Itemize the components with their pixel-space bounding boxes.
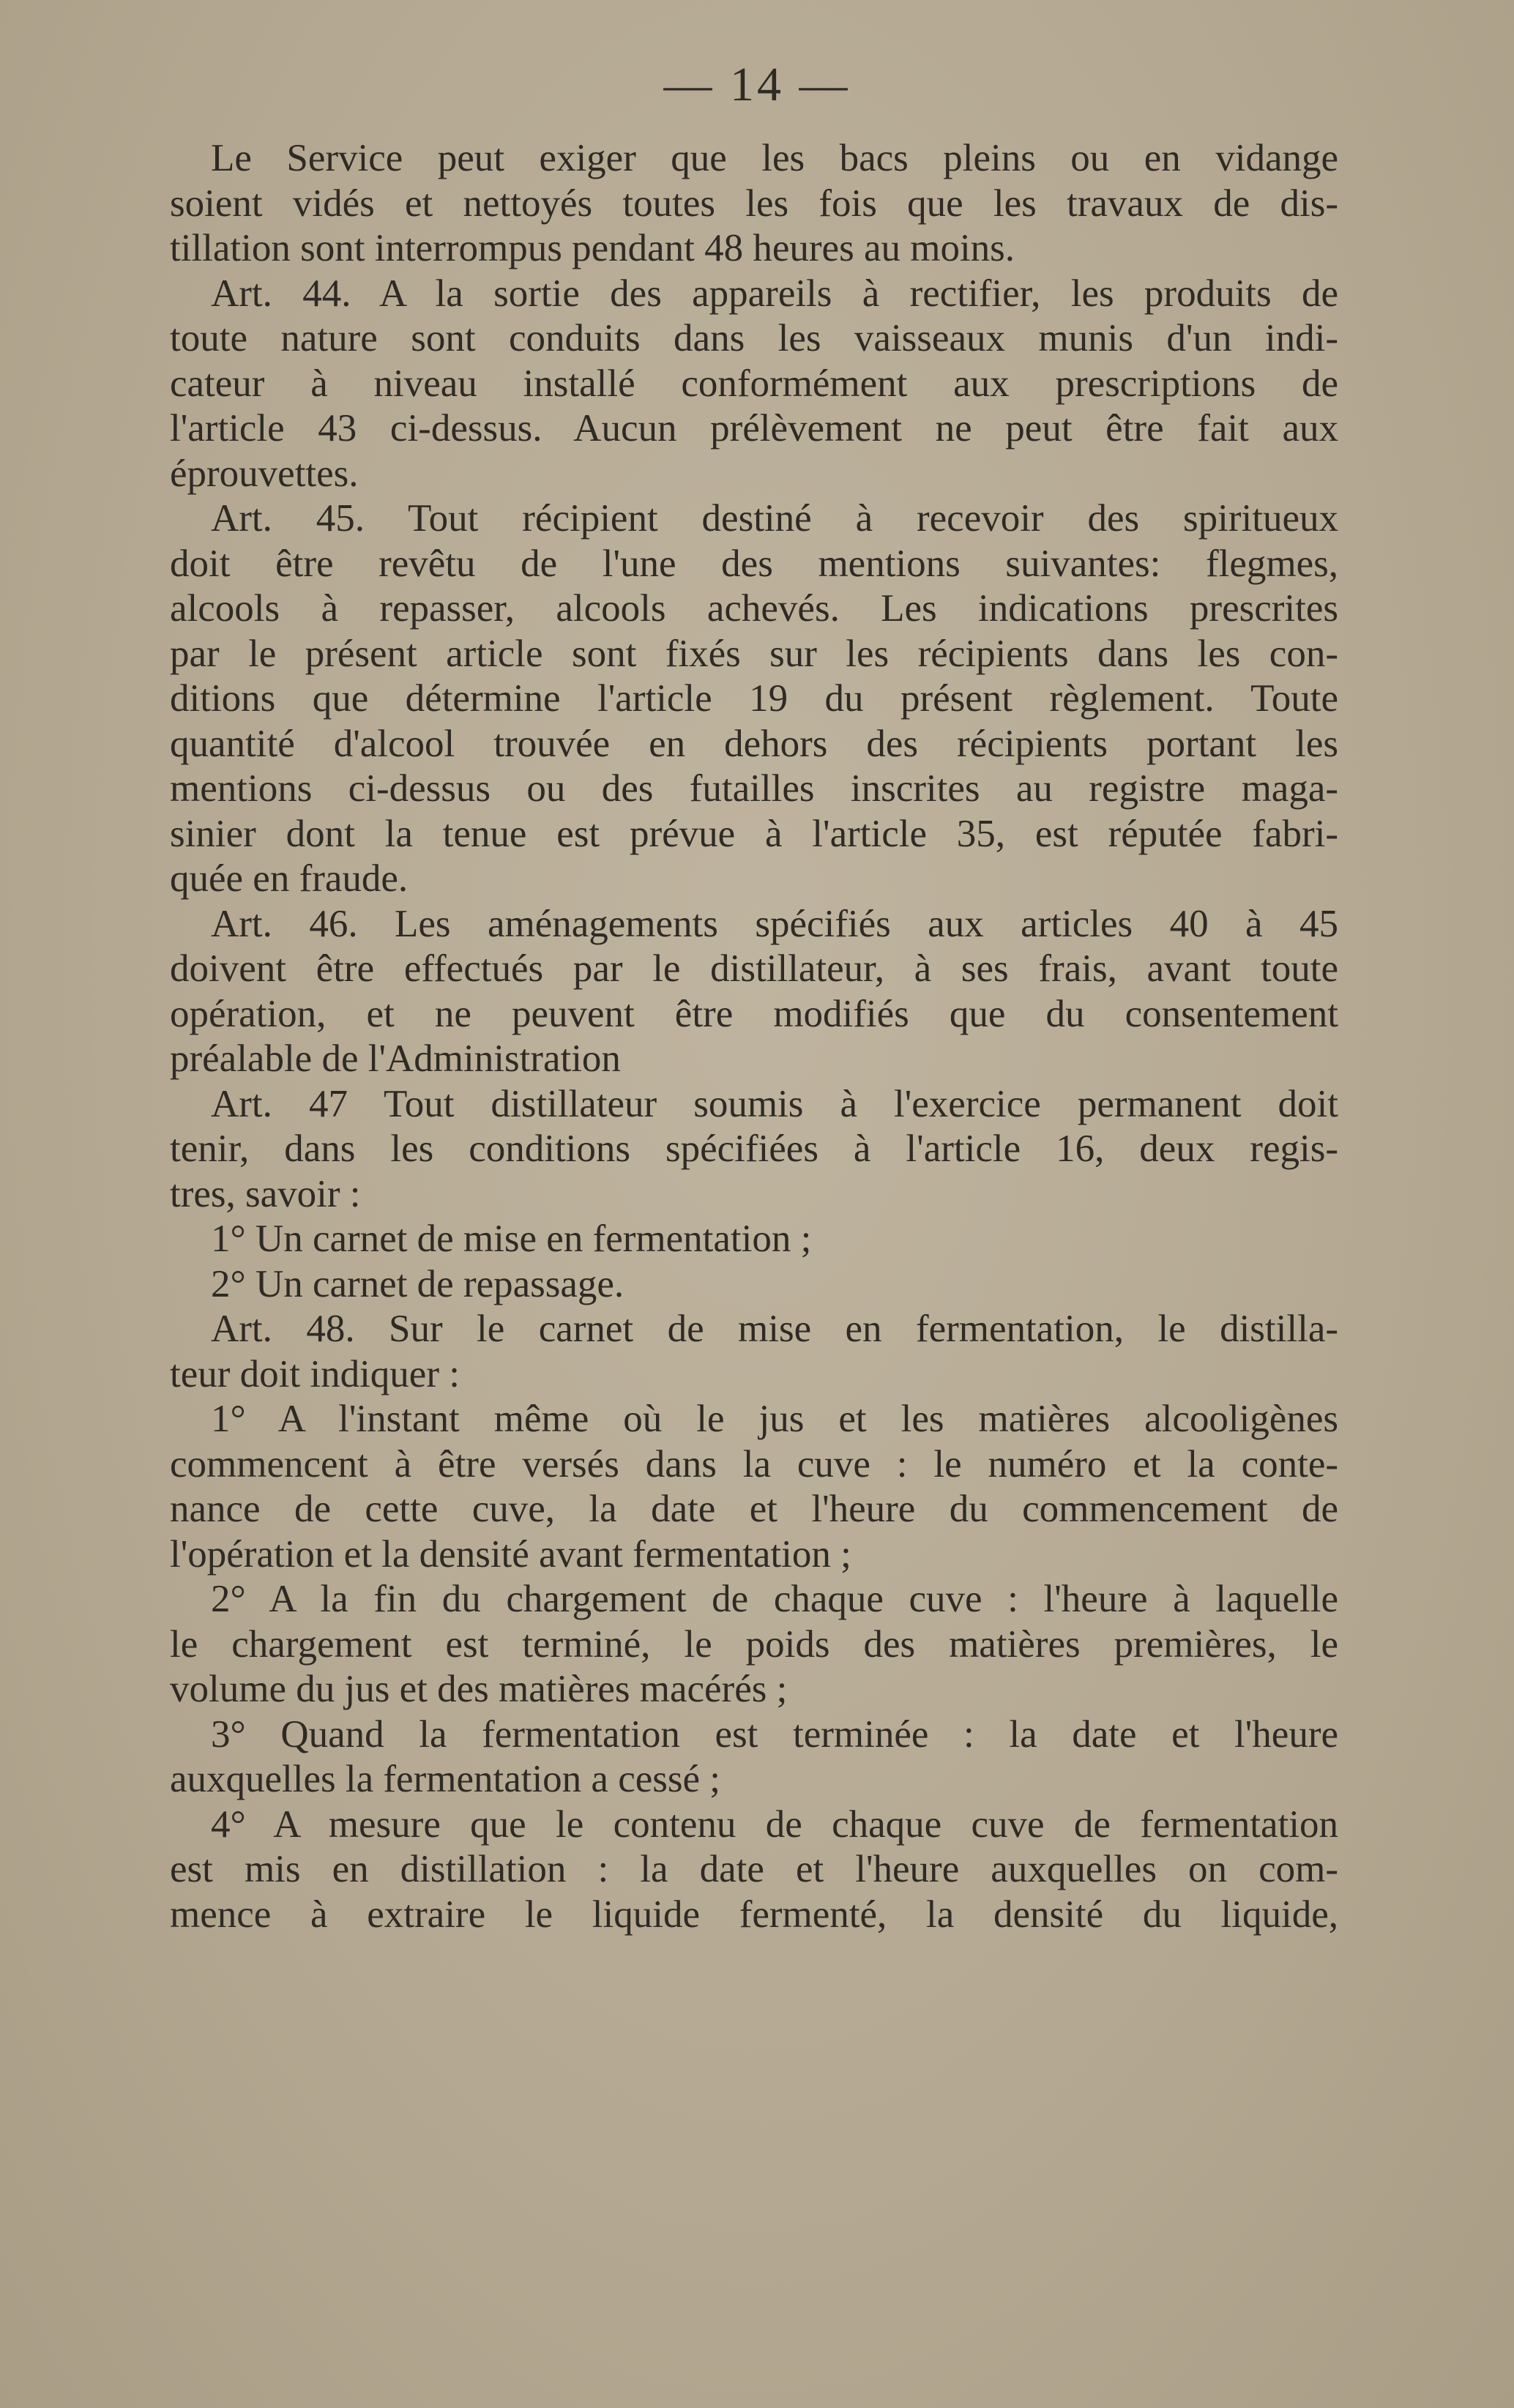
- text-line: doit être revêtu de l'une des mentions suivantes: flegmes,: [170, 542, 1338, 585]
- paragraph: [170, 1082, 1338, 1218]
- paragraph: [170, 1803, 1338, 1938]
- paragraph: [170, 1307, 1338, 1397]
- paragraph: [170, 1262, 1338, 1308]
- text-line: opération, et ne peuvent être modifiés que du consentement: [170, 992, 1338, 1035]
- text-line: 2° Un carnet de repassage.: [211, 1262, 624, 1305]
- text-line: Le Service peut exiger que les bacs pleins ou en vidange: [211, 137, 1338, 179]
- text-line: cateur à niveau installé conformément aux prescriptions de: [170, 362, 1338, 405]
- body-text: [170, 136, 1338, 1937]
- text-line: préalable de l'Administration: [170, 1037, 621, 1080]
- text-line: sinier dont la tenue est prévue à l'article 35, est réputée fabri-: [170, 812, 1338, 855]
- text-line: toute nature sont conduits dans les vaisseaux munis d'un indi-: [170, 317, 1338, 359]
- text-line: 4° A mesure que le contenu de chaque cuve de fermentation: [211, 1803, 1338, 1846]
- text-line: le chargement est terminé, le poids des matières premières, le: [170, 1622, 1338, 1666]
- text-line: Art. 48. Sur le carnet de mise en fermentation, le distilla-: [211, 1308, 1338, 1350]
- text-line: commencent à être versés dans la cuve : le numéro et la conte-: [170, 1442, 1338, 1486]
- text-line: nance de cette cuve, la date et l'heure du commencement de: [170, 1488, 1338, 1530]
- text-line: quée en fraude.: [170, 857, 409, 900]
- text-line: Art. 44. A la sortie des appareils à rectifier, les produits de: [211, 272, 1338, 315]
- page-number: — 14 —: [663, 58, 851, 111]
- text-line: auxquelles la fermentation a cessé ;: [170, 1758, 720, 1800]
- text-line: 1° Un carnet de mise en fermentation ;: [211, 1218, 812, 1260]
- paragraph: [170, 272, 1338, 497]
- paragraph: [170, 1712, 1338, 1803]
- text-line: Art. 45. Tout récipient destiné à recevoir des spiritueux: [211, 497, 1338, 540]
- text-line: par le présent article sont fixés sur les récipients dans les con-: [170, 632, 1338, 675]
- text-line: ditions que détermine l'article 19 du présent règlement. Toute: [170, 677, 1338, 720]
- text-line: est mis en distillation : la date et l'heure auxquelles on com-: [170, 1848, 1338, 1890]
- text-line: 2° A la fin du chargement de chaque cuve : l'heure à laquelle: [211, 1578, 1338, 1620]
- paragraph: [170, 902, 1338, 1082]
- text-line: tenir, dans les conditions spécifiées à l'article 16, deux regis-: [170, 1127, 1338, 1170]
- paragraph: [170, 496, 1338, 902]
- text-line: alcools à repasser, alcools achevés. Les indications prescrites: [170, 587, 1338, 630]
- text-line: Art. 47 Tout distillateur soumis à l'exercice permanent doit: [211, 1082, 1338, 1125]
- text-line: soient vidés et nettoyés toutes les fois que les travaux de dis-: [170, 182, 1338, 225]
- text-line: teur doit indiquer :: [170, 1352, 460, 1395]
- paragraph: [170, 1577, 1338, 1712]
- paragraph: [170, 136, 1338, 272]
- text-line: tres, savoir :: [170, 1172, 361, 1215]
- text-line: l'opération et la densité avant fermentation ;: [170, 1532, 851, 1576]
- text-line: volume du jus et des matières macérés ;: [170, 1668, 788, 1710]
- text-line: doivent être effectués par le distillateur, à ses frais, avant toute: [170, 947, 1338, 990]
- paragraph: [170, 1217, 1338, 1262]
- text-line: l'article 43 ci-dessus. Aucun prélèvement ne peut être fait aux: [170, 407, 1338, 450]
- text-line: mence à extraire le liquide fermenté, la densité du liquide,: [170, 1893, 1338, 1936]
- text-line: éprouvettes.: [170, 452, 359, 495]
- text-line: 1° A l'instant même où le jus et les matières alcooligènes: [211, 1398, 1338, 1440]
- text-line: 3° Quand la fermentation est terminée : la date et l'heure: [211, 1712, 1338, 1756]
- paragraph: [170, 1397, 1338, 1577]
- text-line: quantité d'alcool trouvée en dehors des récipients portant les: [170, 722, 1338, 765]
- text-line: mentions ci-dessus ou des futailles inscrites au registre maga-: [170, 767, 1338, 810]
- text-line: Art. 46. Les aménagements spécifiés aux articles 40 à 45: [211, 902, 1338, 945]
- text-line: tillation sont interrompus pendant 48 heures au moins.: [170, 227, 1015, 269]
